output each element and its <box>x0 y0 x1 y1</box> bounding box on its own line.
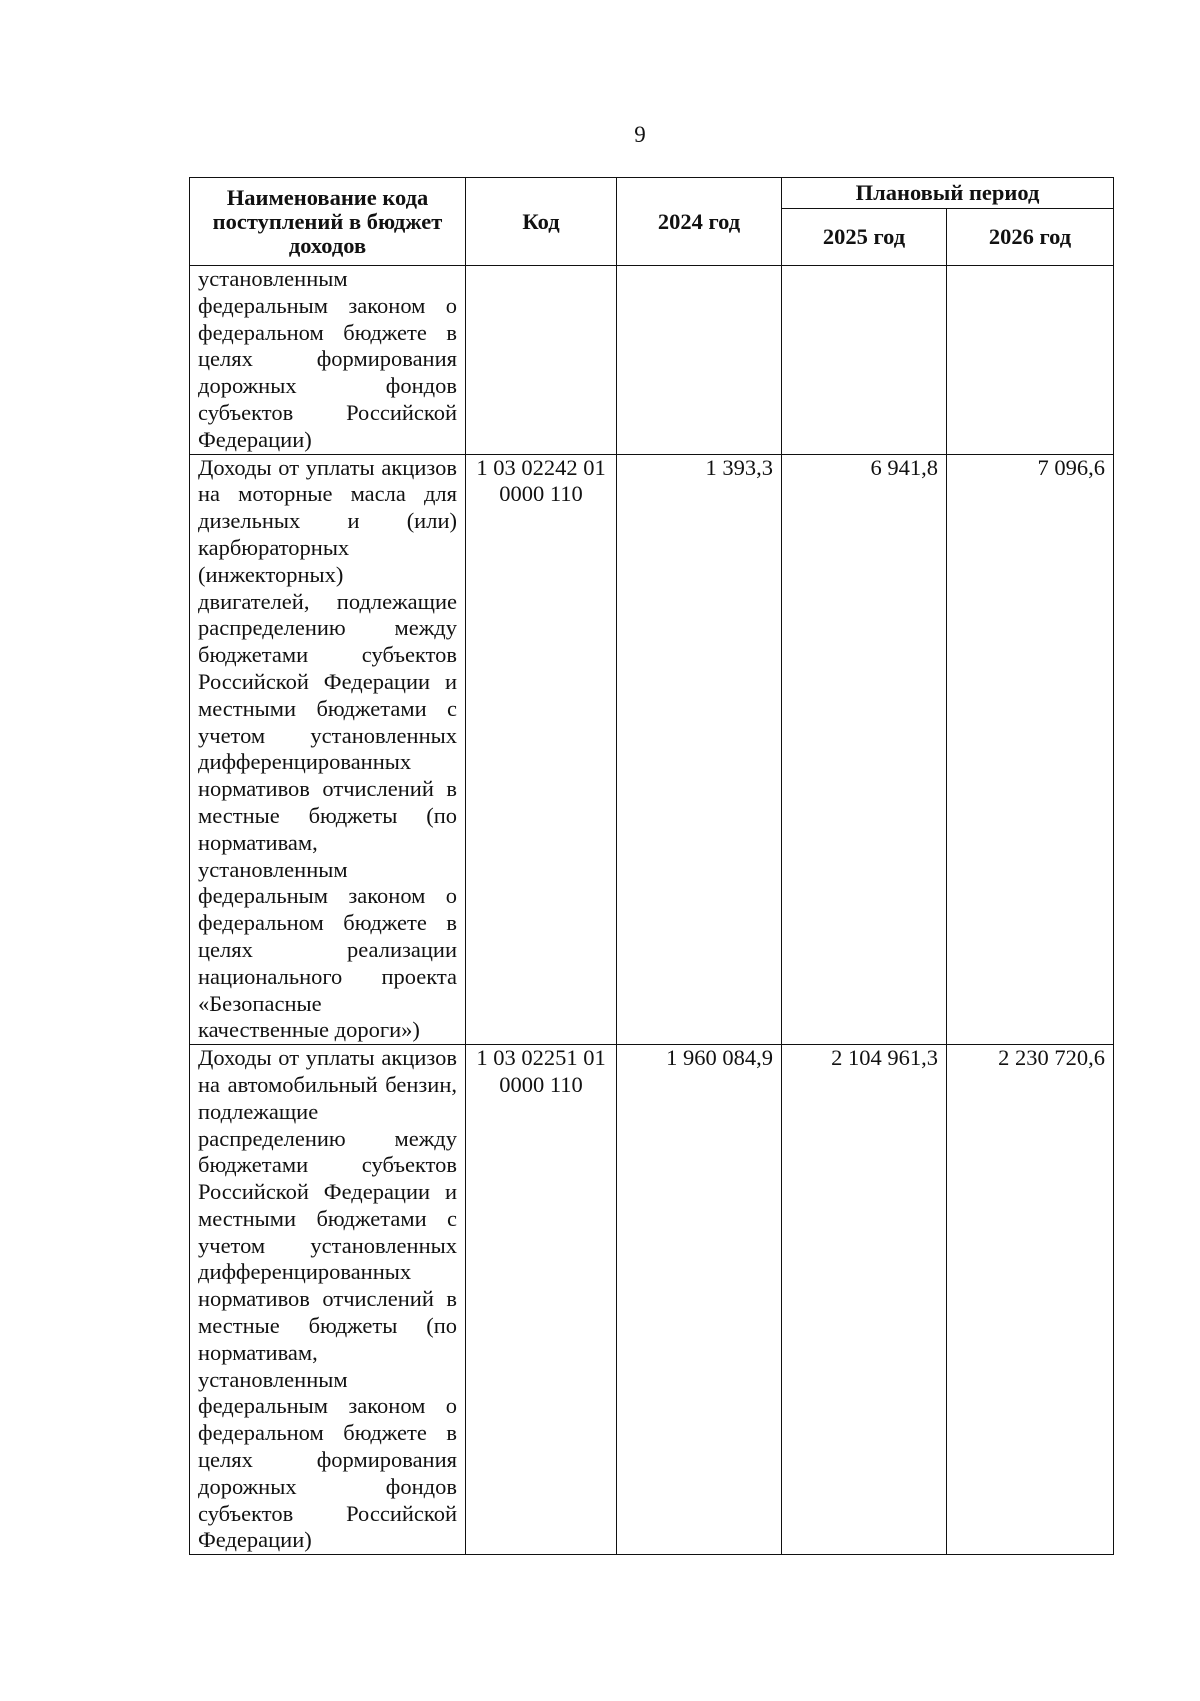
table-row <box>190 1045 1114 1555</box>
row-value-2025: 6 941,8 <box>782 454 947 1045</box>
header-2026: 2026 год <box>947 209 1114 266</box>
table-row <box>190 454 1114 1045</box>
row-value-2026 <box>947 266 1114 455</box>
header-name: Наименование кода поступлений в бюджет доходов <box>190 178 466 266</box>
row-code: 1 03 02242 01 0000 110 <box>466 454 617 1045</box>
row-value-2026: 2 230 720,6 <box>947 1045 1114 1555</box>
row-code: 1 03 02251 01 0000 110 <box>466 1045 617 1555</box>
row-name: установленным федеральным законом о федеральном бюджете в целях формирования дорожных фондов субъектов Российской Федерации) <box>190 266 466 455</box>
header-2024: 2024 год <box>617 178 782 266</box>
row-value-2025: 2 104 961,3 <box>782 1045 947 1555</box>
row-value-2024 <box>617 266 782 455</box>
row-name: Доходы от уплаты акцизов на моторные масла для дизельных и (или) карбюраторных (инжекторных) двигателей, подлежащие распределению между бюджетами субъектов Российской Федерации и местными бюджетами с учетом установленных дифференцированных нормативов отчислений в местные бюджеты (по нормативам, установленным федеральным законом о федеральном бюджете в целях реализации национального проекта «Безопасные качественные дороги») <box>190 454 466 1045</box>
page-number: 9 <box>634 122 646 147</box>
revenue-table <box>189 177 1114 1555</box>
header-2025: 2025 год <box>782 209 947 266</box>
row-name: Доходы от уплаты акцизов на автомобильный бензин, подлежащие распределению между бюджетами субъектов Российской Федерации и местными бюджетами с учетом установленных дифференцированных нормативов отчислений в местные бюджеты (по нормативам, установленным федеральным законом о федеральном бюджете в целях формирования дорожных фондов субъектов Российской Федерации) <box>190 1045 466 1555</box>
header-planned-period: Плановый период <box>782 178 1114 209</box>
header-code: Код <box>466 178 617 266</box>
row-code <box>466 266 617 455</box>
row-value-2024: 1 393,3 <box>617 454 782 1045</box>
row-value-2024: 1 960 084,9 <box>617 1045 782 1555</box>
row-value-2025 <box>782 266 947 455</box>
row-value-2026: 7 096,6 <box>947 454 1114 1045</box>
table-row <box>190 266 1114 455</box>
